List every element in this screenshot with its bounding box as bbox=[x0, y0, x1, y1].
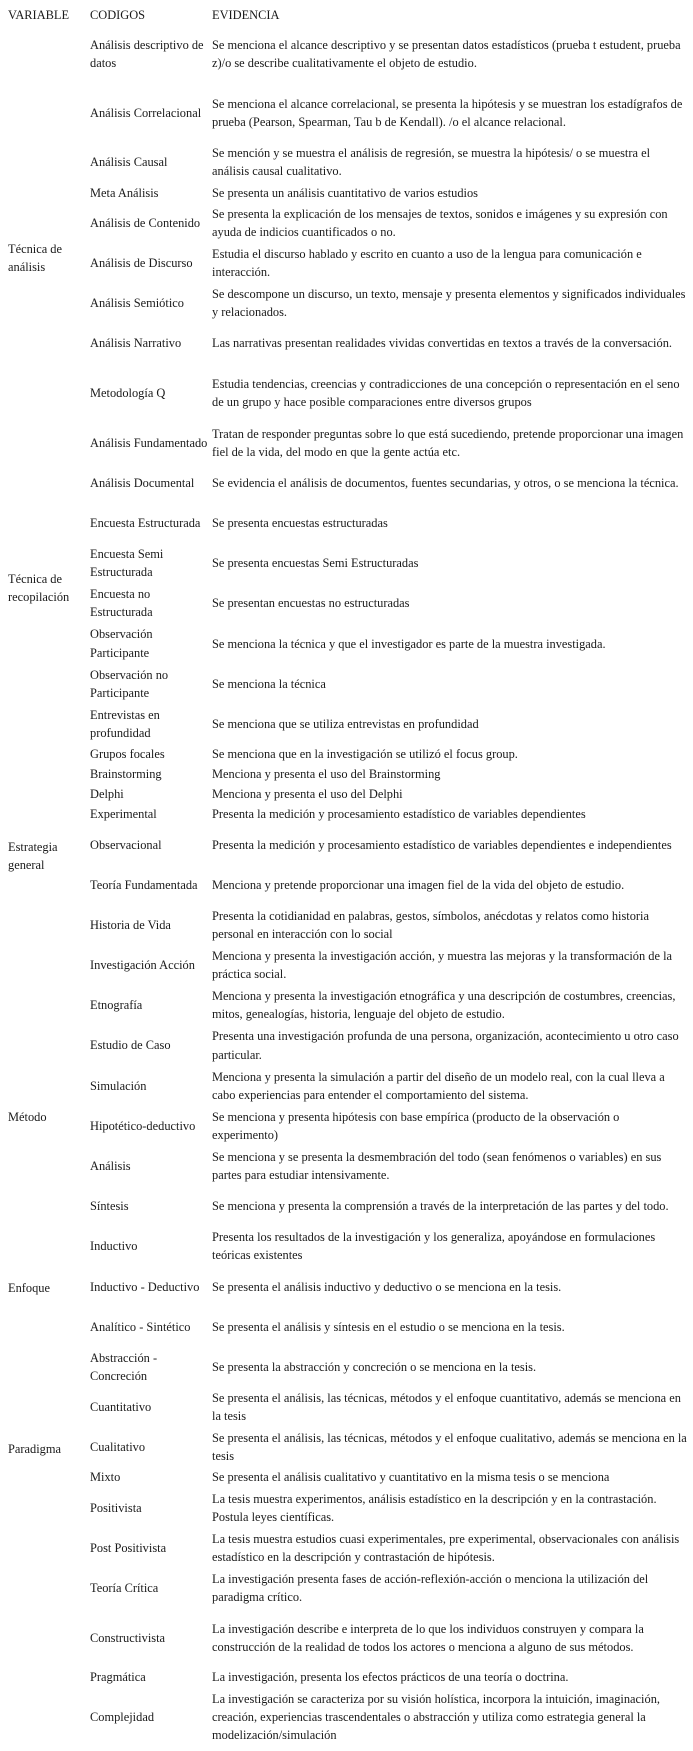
code-cell: Análisis de Contenido bbox=[90, 215, 201, 230]
code-cell: Post Positivista bbox=[90, 1540, 167, 1555]
evidence-cell: La investigación presenta fases de acción-reflexión-acción o menciona la utilización del paradigma crítico. bbox=[212, 1571, 649, 1605]
code-cell: Mixto bbox=[90, 1470, 121, 1485]
code-cell: Análisis Causal bbox=[90, 155, 168, 170]
code-cell: Estudio de Caso bbox=[90, 1038, 171, 1053]
table-row bbox=[0, 1307, 693, 1347]
code-cell: Entrevistas en profundidad bbox=[90, 707, 160, 741]
code-cell: Encuesta no Estructurada bbox=[90, 587, 153, 620]
code-cell: Análisis Correlacional bbox=[90, 105, 202, 120]
evidence-cell: Se menciona que se utiliza entrevistas en profundidad bbox=[212, 716, 479, 731]
table-row bbox=[0, 825, 693, 865]
code-cell: Encuesta Semi Estructurada bbox=[90, 547, 164, 580]
evidence-cell: Se presentan encuestas no estructuradas bbox=[212, 596, 410, 611]
table-row bbox=[0, 1667, 693, 1687]
evidence-cell: Se presenta encuestas estructuradas bbox=[212, 516, 388, 530]
evidence-cell: Se presenta el análisis, las técnicas, métodos y el enfoque cualitativo, además se menciona en la tesis bbox=[212, 1431, 687, 1464]
evidence-cell: La investigación se caracteriza por su visión holística, incorpora la intuición, imaginación, creación, experiencias trascendentales o abstracción y utiliza como estrategia general la modelización/simulación bbox=[212, 1691, 660, 1743]
table-row bbox=[0, 664, 693, 704]
table-row bbox=[0, 1186, 693, 1226]
evidence-cell: Se menciona el alcance descriptivo y se presentan datos estadísticos (prueba t estudent, prueba z)/o se describe cualitativamente el objeto de estudio. bbox=[212, 37, 681, 71]
evidence-cell: Presenta una investigación profunda de una persona, organización, acontecimiento u otro caso particular. bbox=[212, 1029, 679, 1062]
table-row bbox=[0, 804, 693, 824]
table-row bbox=[0, 1687, 693, 1746]
table-row bbox=[0, 945, 693, 985]
table-body bbox=[0, 25, 693, 1747]
code-cell: Pragmática bbox=[90, 1670, 146, 1685]
code-cell: Teoría Fundamentada bbox=[90, 877, 198, 892]
code-cell: Positivista bbox=[90, 1500, 142, 1515]
code-cell: Análisis descriptivo de datos bbox=[90, 37, 204, 71]
code-cell: Brainstorming bbox=[90, 767, 162, 782]
variable-label: Método bbox=[8, 1110, 47, 1124]
code-cell: Analítico - Sintético bbox=[90, 1319, 191, 1334]
variable-label: Técnica de recopilación bbox=[8, 572, 70, 605]
code-cell: Constructivista bbox=[90, 1630, 166, 1645]
code-cell: Análisis bbox=[90, 1159, 131, 1173]
header-evidencia: EVIDENCIA bbox=[212, 8, 280, 22]
code-cell: Inductivo bbox=[90, 1239, 138, 1254]
evidence-cell: La investigación, presenta los efectos prácticos de una teoría o doctrina. bbox=[212, 1670, 569, 1685]
table-row bbox=[0, 203, 693, 243]
evidence-cell: Presenta la cotidianidad en palabras, gestos, símbolos, anécdotas y relatos como historia personal en interacción con lo social bbox=[212, 908, 649, 941]
code-cell: Delphi bbox=[90, 787, 124, 802]
code-cell: Investigación Acción bbox=[90, 958, 195, 973]
code-cell: Meta Análisis bbox=[90, 185, 159, 200]
evidence-cell: Se presenta el análisis cualitativo y cuantitativo en la misma tesis o se menciona bbox=[212, 1470, 610, 1485]
table-row bbox=[0, 1025, 693, 1065]
table-row bbox=[0, 704, 693, 744]
table-row bbox=[0, 1267, 693, 1307]
code-cell: Simulación bbox=[90, 1078, 147, 1093]
table-row bbox=[0, 25, 693, 83]
table-row bbox=[0, 624, 693, 664]
table-row bbox=[0, 83, 693, 142]
table-row bbox=[0, 905, 693, 945]
evidence-cell: Las narrativas presentan realidades vividas convertidas en textos a través de la conversación. bbox=[212, 336, 672, 351]
code-cell: Historia de Vida bbox=[90, 917, 171, 932]
code-cell: Observación no Participante bbox=[90, 667, 169, 700]
evidence-cell: Se mención y se muestra el análisis de regresión, se muestra la hipótesis/ o se muestra el análisis causal cualitativo. bbox=[212, 146, 651, 179]
table-row bbox=[0, 583, 693, 623]
code-cell: Teoría Crítica bbox=[90, 1580, 159, 1595]
code-cell: Síntesis bbox=[90, 1199, 129, 1214]
evidence-cell: Se descompone un discurso, un texto, mensaje y presenta elementos y significados individuales y relacionados. bbox=[212, 286, 686, 320]
evidence-cell: Presenta la medición y procesamiento estadístico de variables dependientes e independientes bbox=[212, 837, 672, 852]
evidence-cell: Presenta los resultados de la investigación y los generaliza, apoyándose en formulaciones teóricas existentes bbox=[212, 1230, 656, 1263]
evidence-cell: Se menciona y presenta hipótesis con base empírica (producto de la observación o experimento) bbox=[212, 1109, 620, 1142]
variable-label: Técnica de análisis bbox=[8, 242, 62, 275]
evidence-cell: Menciona y presenta la investigación etnográfica y una descripción de costumbres, creencias, mitos, genealogías, historia, lenguaje del objeto de estudio. bbox=[212, 989, 676, 1022]
code-cell: Observacional bbox=[90, 837, 162, 852]
table-row bbox=[0, 764, 693, 784]
table-row bbox=[0, 1488, 693, 1528]
evidence-cell: La tesis muestra experimentos, análisis estadístico en la descripción y en la contrastación. Postula leyes científicas. bbox=[212, 1491, 657, 1524]
table-row bbox=[0, 503, 693, 543]
evidence-cell: Se menciona y se presenta la desmembración del todo (sean fenómenos o variables) en sus partes para estudiar intensivamente. bbox=[212, 1149, 662, 1183]
evidence-cell: Tratan de responder preguntas sobre lo que está sucediendo, pretende proporcionar una imagen fiel de la vida, del modo en que la gente actúa etc. bbox=[212, 426, 684, 459]
table-row bbox=[0, 1608, 693, 1667]
variable-label: Estrategia general bbox=[8, 840, 58, 873]
code-cell: Experimental bbox=[90, 807, 157, 822]
table-row bbox=[0, 1528, 693, 1568]
evidence-cell: Se presenta encuestas Semi Estructuradas bbox=[212, 556, 419, 571]
evidence-cell: Se menciona la técnica y que el investigador es parte de la muestra investigada. bbox=[212, 636, 606, 651]
evidence-cell: Se presenta el análisis, las técnicas, métodos y el enfoque cuantitativo, además se menciona en la tesis bbox=[212, 1391, 681, 1424]
table-row bbox=[0, 985, 693, 1025]
evidence-cell: La tesis muestra estudios cuasi experimentales, pre experimental, observacionales con análisis estadístico en la descripción y contrastación de hipótesis. bbox=[212, 1531, 680, 1564]
evidence-cell: Se menciona el alcance correlacional, se presenta la hipótesis y se muestran los estadígrafos de prueba (Pearson, Spearman, Tau b de Kendall). /o el alcance relacional. bbox=[212, 96, 683, 129]
evidence-cell: La investigación describe e interpreta de lo que los individuos construyen y compara la construcción de la realidad de todos los actores o menciona a alguno de sus métodos. bbox=[212, 1621, 644, 1654]
header-variable: VARIABLE bbox=[8, 8, 70, 22]
table-row bbox=[0, 142, 693, 182]
table-row bbox=[0, 865, 693, 905]
code-cell: Inductivo - Deductivo bbox=[90, 1279, 200, 1294]
table-row bbox=[0, 1568, 693, 1608]
table-row bbox=[0, 323, 693, 363]
evidence-cell: Menciona y presenta la investigación acción, y muestra las mejoras y la transformación de la práctica social. bbox=[212, 948, 673, 982]
evidence-cell: Se presenta el análisis y síntesis en el estudio o se menciona en la tesis. bbox=[212, 1319, 565, 1334]
evidence-cell: Menciona y pretende proporcionar una imagen fiel de la vida del objeto de estudio. bbox=[212, 877, 625, 892]
evidence-cell: Menciona y presenta la simulación a partir del diseño de un modelo real, con la cual lleva a cabo experiencias para entender el comportamiento del sistema. bbox=[212, 1069, 665, 1102]
table-row bbox=[0, 543, 693, 583]
evidence-cell: Se menciona la técnica bbox=[212, 676, 326, 691]
code-cell: Etnografía bbox=[90, 998, 143, 1013]
table-row bbox=[0, 1427, 693, 1467]
code-cell: Metodología Q bbox=[90, 385, 166, 400]
code-cell: Análisis Narrativo bbox=[90, 336, 182, 351]
table-row bbox=[0, 744, 693, 764]
code-cell: Observación Participante bbox=[90, 627, 153, 660]
table-row bbox=[0, 1468, 693, 1488]
header-codigos: CODIGOS bbox=[90, 8, 146, 22]
table-row bbox=[0, 183, 693, 203]
evidence-cell: Presenta la medición y procesamiento estadístico de variables dependientes bbox=[212, 807, 586, 822]
evidence-cell: Se presenta el análisis inductivo y deductivo o se menciona en la tesis. bbox=[212, 1279, 562, 1294]
evidence-cell: Se presenta la explicación de los mensajes de textos, sonidos e imágenes y su expresión con ayuda de indicios cuantificados o no. bbox=[212, 206, 668, 239]
table-row bbox=[0, 423, 693, 463]
code-cell: Análisis Semiótico bbox=[90, 296, 184, 311]
code-cell: Abstracción - Concreción bbox=[90, 1350, 158, 1384]
evidence-cell: Estudia el discurso hablado y escrito en cuanto a uso de la lengua para comunicación e interacción. bbox=[212, 246, 642, 279]
table-row bbox=[0, 1347, 693, 1387]
evidence-cell: Menciona y presenta el uso del Brainstorming bbox=[212, 767, 441, 782]
table-row bbox=[0, 1146, 693, 1186]
code-cell: Grupos focales bbox=[90, 747, 165, 762]
code-cell: Encuesta Estructurada bbox=[90, 516, 201, 530]
evidence-cell: Se menciona y presenta la comprensión a través de la interpretación de las partes y del todo. bbox=[212, 1199, 669, 1214]
code-cell: Complejidad bbox=[90, 1709, 155, 1724]
table-row bbox=[0, 1106, 693, 1146]
variable-label: Enfoque bbox=[8, 1281, 50, 1295]
variable-label: Paradigma bbox=[8, 1442, 61, 1456]
evidence-cell: Estudia tendencias, creencias y contradicciones de una concepción o representación en el seno de un grupo y hace posible comparaciones entre diversos grupos bbox=[212, 376, 680, 410]
table-row bbox=[0, 283, 693, 323]
evidence-cell: Menciona y presenta el uso del Delphi bbox=[212, 787, 403, 802]
evidence-cell: Se presenta la abstracción y concreción o se menciona en la tesis. bbox=[212, 1359, 537, 1374]
code-cell: Cuantitativo bbox=[90, 1400, 152, 1415]
evidence-cell: Se presenta un análisis cuantitativo de varios estudios bbox=[212, 185, 478, 200]
code-cell: Hipotético-deductivo bbox=[90, 1118, 196, 1133]
table-row bbox=[0, 1387, 693, 1427]
code-cell: Análisis Documental bbox=[90, 475, 195, 490]
table-row bbox=[0, 243, 693, 283]
table-row bbox=[0, 463, 693, 503]
table-row bbox=[0, 784, 693, 804]
evidence-cell: Se menciona que en la investigación se utilizó el focus group. bbox=[212, 747, 518, 762]
table-row bbox=[0, 1066, 693, 1106]
code-cell: Análisis Fundamentado bbox=[90, 435, 208, 450]
table-row bbox=[0, 363, 693, 422]
evidence-cell: Se evidencia el análisis de documentos, fuentes secundarias, y otros, o se menciona la técnica. bbox=[212, 475, 679, 490]
table-row bbox=[0, 1226, 693, 1266]
code-cell: Análisis de Discurso bbox=[90, 255, 193, 270]
code-cell: Cualitativo bbox=[90, 1440, 146, 1455]
